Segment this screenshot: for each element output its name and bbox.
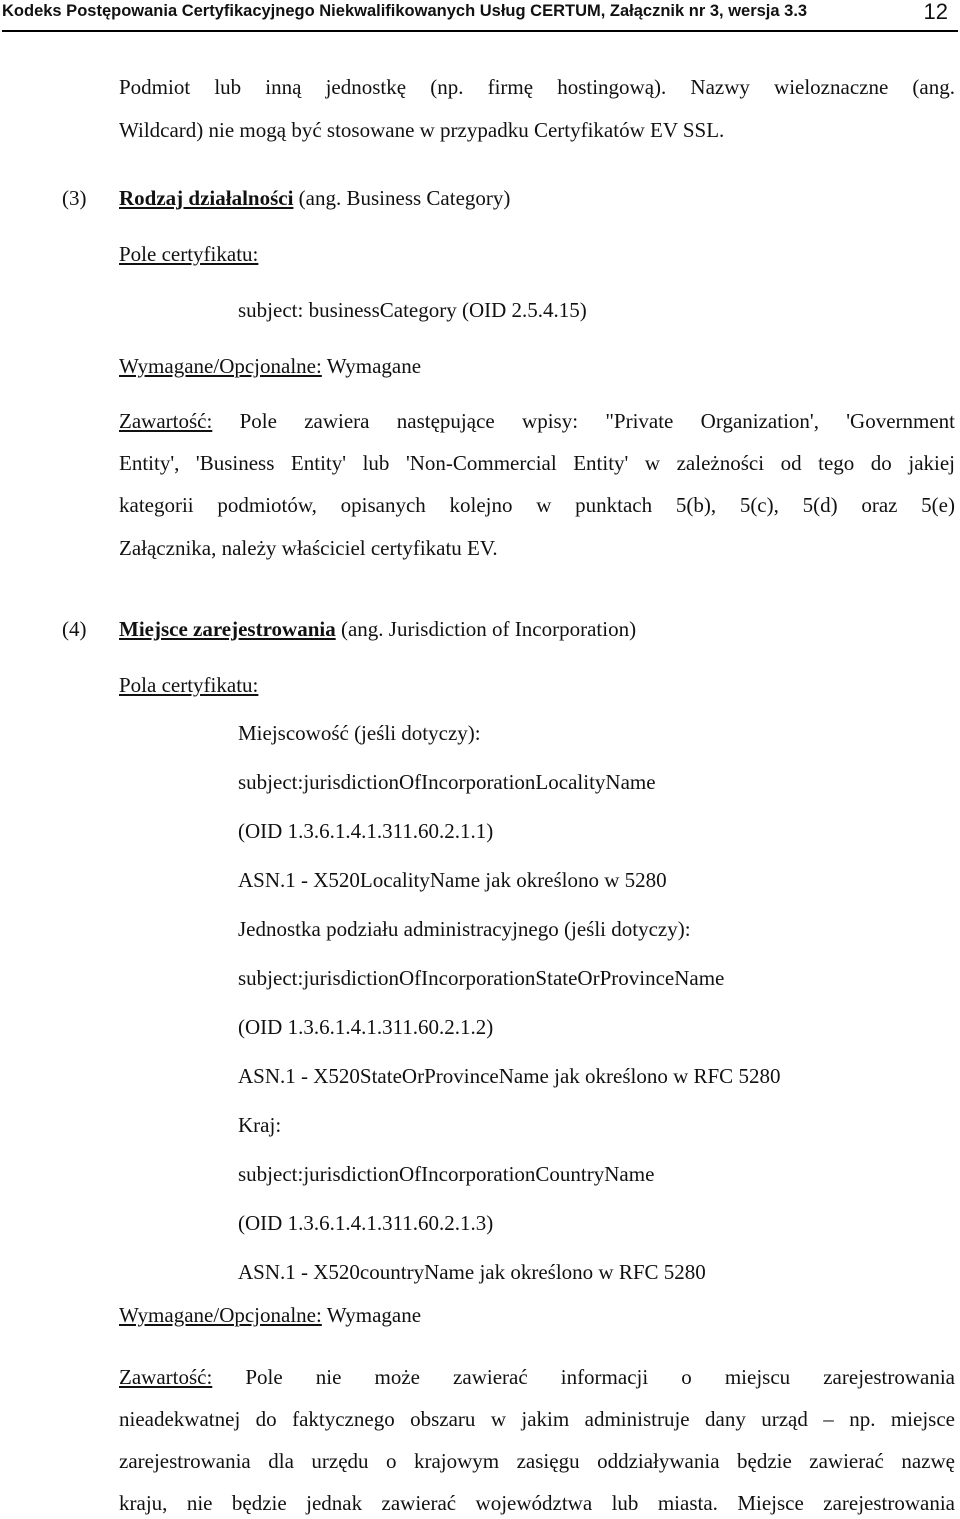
section-4-heading — [119, 616, 636, 642]
field-item: (OID 1.3.6.1.4.1.311.60.2.1.1) — [238, 819, 494, 843]
field-item: subject:jurisdictionOfIncorporationStateOrProvinceName — [238, 966, 725, 990]
section-4-content-label: Zawartość: — [119, 1365, 213, 1389]
field-item: (OID 1.3.6.1.4.1.311.60.2.1.2) — [238, 1015, 494, 1039]
section-3-number: (3) — [62, 186, 87, 210]
section-4-fields-label: Pola certyfikatu: — [119, 673, 259, 697]
section-3-req-label: Wymagane/Opcjonalne: — [119, 354, 322, 378]
section-3-content-line-2: Entity', 'Business Entity' lub 'Non-Commercial Entity' w zależności od tego do jakiej — [119, 451, 955, 475]
section-4-content-line-1: Zawartość: Pole nie może zawierać informacji o miejscu zarejestrowania — [119, 1365, 955, 1389]
intro-line-2: Wildcard) nie mogą być stosowane w przypadku Certyfikatów EV SSL. — [119, 118, 725, 142]
section-4-number: (4) — [62, 617, 87, 641]
section-4-title-suffix: (ang. Jurisdiction of Incorporation) — [335, 617, 637, 641]
field-item: subject:jurisdictionOfIncorporationLocalityName — [238, 770, 656, 794]
field-item: ASN.1 - X520StateOrProvinceName jak określono w RFC 5280 — [238, 1064, 781, 1088]
section-4-requirement — [119, 1302, 421, 1328]
section-3-content-line-3: kategorii podmiotów, opisanych kolejno w punktach 5(b), 5(c), 5(d) oraz 5(e) — [119, 493, 955, 517]
field-item: (OID 1.3.6.1.4.1.311.60.2.1.3) — [238, 1211, 494, 1235]
section-3-field-value: subject: businessCategory (OID 2.5.4.15) — [238, 298, 587, 322]
page-number: 12 — [923, 0, 948, 24]
section-3-req-value: Wymagane — [321, 354, 422, 378]
field-item: subject:jurisdictionOfIncorporationCountryName — [238, 1162, 655, 1186]
section-4-req-value: Wymagane — [321, 1303, 422, 1327]
page-header — [2, 0, 958, 32]
section-4-title: Miejsce zarejestrowania — [119, 617, 336, 641]
field-item: ASN.1 - X520LocalityName jak określono w 5280 — [238, 868, 667, 892]
section-3-content-label: Zawartość: — [119, 409, 213, 433]
section-3-content-line-4: Załącznika, należy właściciel certyfikatu EV. — [119, 536, 498, 560]
section-3-title: Rodzaj działalności — [119, 186, 294, 210]
section-4-content-line-4: kraju, nie będzie jednak zawierać województwa lub miasta. Miejsce zarejestrowania — [119, 1491, 955, 1515]
section-4-content-line-3: zarejestrowania dla urzędu o krajowym zasięgu oddziaływania będzie zawierać nazwę — [119, 1449, 955, 1473]
section-3-content-line-1: Zawartość: Pole zawiera następujące wpisy: "Private Organization', 'Government — [119, 409, 955, 433]
section-4-content-line-2: nieadekwatnej do faktycznego obszaru w jakim administruje dany urząd – np. miejsce — [119, 1407, 955, 1431]
section-4-req-label: Wymagane/Opcjonalne: — [119, 1303, 322, 1327]
section-3-field-label: Pole certyfikatu: — [119, 242, 259, 266]
intro-line-1: Podmiot lub inną jednostkę (np. firmę hostingową). Nazwy wieloznaczne (ang. — [119, 75, 955, 99]
field-item: Miejscowość (jeśli dotyczy): — [238, 721, 481, 745]
section-3-requirement — [119, 353, 421, 379]
field-item: Kraj: — [238, 1113, 282, 1137]
field-item: Jednostka podziału administracyjnego (jeśli dotyczy): — [238, 917, 691, 941]
section-3-heading — [119, 185, 510, 211]
field-item: ASN.1 - X520countryName jak określono w RFC 5280 — [238, 1260, 706, 1284]
document-title: Kodeks Postępowania Certyfikacyjnego Niekwalifikowanych Usług CERTUM, Załącznik nr 3, wersja 3.3 — [2, 2, 808, 20]
section-3-title-suffix: (ang. Business Category) — [293, 186, 511, 210]
